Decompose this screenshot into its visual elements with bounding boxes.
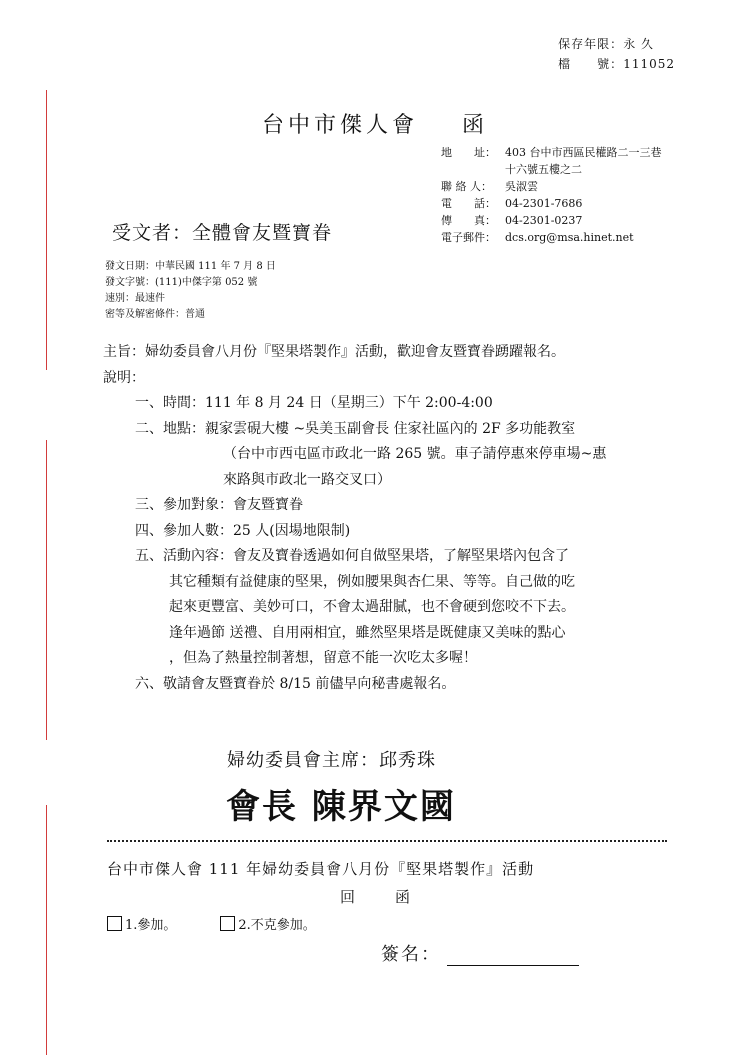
explain-item: （台中市西屯區市政北一路 265 號。車子請停惠來停車場~惠 — [223, 446, 607, 462]
margin-rule-bottom — [46, 805, 47, 1055]
explain-item: 五、活動內容：會友及寶眷透過如何自做堅果塔，了解堅果塔內包含了 — [135, 548, 569, 564]
meta-line: 發文日期：中華民國 111 年 7 月 8 日 — [105, 261, 276, 272]
president-signature: 會長 陳界文國 — [226, 787, 456, 827]
address-row-label — [441, 161, 505, 178]
address-row-value: 04-2301-0237 — [505, 214, 583, 227]
address-row-value: 04-2301-7686 — [505, 197, 583, 210]
meta-line: 密等及解密條件：普通 — [105, 309, 205, 320]
cut-line — [107, 840, 667, 842]
meta-line: 速別：最速件 — [105, 293, 165, 304]
explain-item: 其它種類有益健康的堅果，例如腰果與杏仁果、等等。自己做的吃 — [169, 573, 575, 590]
reply-title: 台中市傑人會 111 年婦幼委員會八月份『堅果塔製作』活動 — [107, 860, 535, 878]
address-row-label: 傳 真： — [441, 214, 496, 227]
reply-sub-right: 函 — [395, 888, 411, 906]
explain-item: 起來更豐富、美妙可口，不會太過甜膩，也不會硬到您咬不下去。 — [169, 599, 575, 615]
retention-block — [558, 34, 675, 74]
org-name: 台中市傑人會 — [261, 113, 418, 138]
explain-label: 說明： — [103, 369, 145, 386]
signature-field — [381, 940, 579, 966]
address-block — [441, 144, 662, 246]
file-number-label: 檔 號： — [558, 57, 624, 71]
option-decline[interactable] — [220, 914, 315, 933]
attend-checkbox[interactable] — [107, 916, 122, 931]
margin-rule-middle — [46, 440, 47, 740]
address-row-label: 電子郵件： — [441, 231, 496, 244]
sign-label: 簽名： — [381, 944, 441, 965]
explain-item: 一、時間：111 年 8 月 24 日（星期三）下午 2:00-4:00 — [135, 395, 493, 411]
explain-item: 逢年過節 送禮、自用兩相宜，雖然堅果塔是既健康又美味的點心 — [169, 624, 566, 641]
page-title — [0, 108, 750, 139]
address-row-label: 地 址： — [441, 146, 496, 159]
address-row — [441, 195, 662, 212]
attend-label: 1.參加。 — [125, 918, 177, 933]
explain-item: 來路與市政北一路交叉口） — [223, 471, 391, 488]
explain-item: ，但為了熱量控制著想，留意不能一次吃太多喔！ — [169, 650, 477, 666]
meta-block — [105, 259, 276, 323]
sign-underline[interactable] — [447, 951, 579, 966]
explain-item: 四、參加人數：25 人(因場地限制) — [135, 522, 351, 539]
address-row — [441, 229, 662, 246]
address-row-value: 403 台中市西區民權路二一三巷 — [505, 146, 662, 159]
reply-options — [107, 914, 360, 933]
explain-item: 六、敬請會友暨寶眷於 8/15 前儘早向秘書處報名。 — [135, 675, 456, 692]
explain-item: 二、地點：親家雲硯大樓 ~吳美玉副會長 住家社區內的 2F 多功能教室 — [135, 420, 576, 437]
explain-item: 三、參加對象：會友暨寶眷 — [135, 497, 303, 513]
address-row-label: 聯 絡 人： — [441, 180, 492, 193]
address-row — [441, 212, 662, 229]
reply-subtitle — [0, 886, 750, 907]
decline-checkbox[interactable] — [220, 916, 235, 931]
recipient-line: 受文者：全體會友暨寶眷 — [112, 222, 333, 244]
meta-line: 發文字號：(111)中傑字第 052 號 — [105, 277, 258, 288]
address-row-value: 十六號五樓之二 — [505, 163, 582, 176]
reply-sub-left: 回 — [339, 888, 355, 906]
address-row-value: 吳淑雲 — [505, 180, 538, 193]
file-number-value: 111052 — [623, 57, 675, 71]
address-row — [441, 178, 662, 195]
retention-period-value: 永 久 — [623, 37, 655, 51]
option-attend[interactable] — [107, 914, 176, 933]
address-row — [441, 144, 662, 161]
doc-type: 函 — [462, 113, 489, 138]
address-row-value: dcs.org@msa.hinet.net — [505, 231, 634, 244]
subject-line: 主旨：婦幼委員會八月份『堅果塔製作』活動，歡迎會友暨寶眷踴躍報名。 — [103, 344, 565, 360]
address-row-label: 電 話： — [441, 197, 496, 210]
retention-period-label: 保存年限： — [558, 37, 624, 51]
body-block — [103, 340, 606, 697]
address-row — [441, 161, 662, 178]
committee-chair-signature: 婦幼委員會主席：邱秀珠 — [227, 750, 436, 771]
decline-label: 2.不克參加。 — [238, 918, 316, 933]
